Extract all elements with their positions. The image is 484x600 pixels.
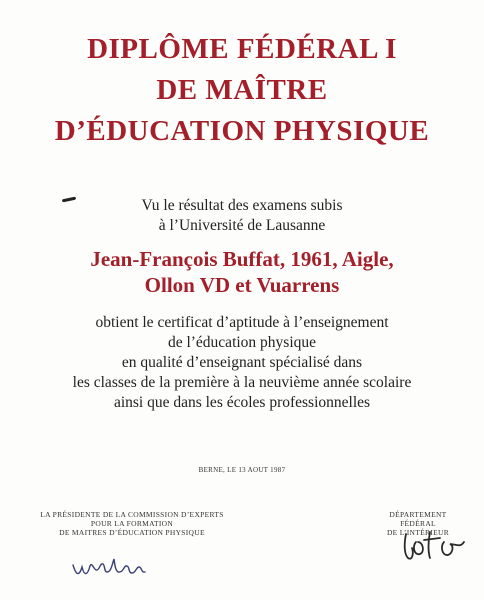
recipient-line-1: Jean-François Buffat, 1961, Aigle,	[90, 247, 394, 271]
place-and-date: BERNE, LE 13 AOUT 1987	[198, 466, 286, 474]
left-signatory-line-2: POUR LA FORMATION	[90, 519, 174, 528]
intro-line-1: Vu le résultat des examens subis	[141, 197, 343, 214]
diploma-title-line-3: D’ÉDUCATION PHYSIQUE	[54, 115, 430, 147]
statement-line-3: en qualité d’enseignant spécialisé dans	[121, 354, 363, 371]
left-signatory-line-1: LA PRÉSIDENTE DE LA COMMISSION D’EXPERTS	[40, 510, 224, 519]
recipient-line-2: Ollon VD et Vuarrens	[144, 273, 340, 297]
left-signatory-line-3: DE MAITRES D’ÉDUCATION PHYSIQUE	[59, 528, 205, 537]
right-signatory-line-1: DÉPARTEMENT	[389, 510, 447, 519]
statement-line-1: obtient le certificat d’aptitude à l’enseignement	[95, 314, 389, 331]
statement-line-5: ainsi que dans les écoles professionnelles	[113, 394, 371, 411]
statement-line-4: les classes de la première à la neuvième année scolaire	[72, 374, 412, 391]
right-signatory-line-3: DE L’INTÉRIEUR	[386, 528, 450, 537]
diploma-title-line-2: DE MAÎTRE	[156, 74, 328, 106]
signature-left	[70, 555, 150, 581]
intro-line-2: à l’Université de Lausanne	[158, 217, 326, 234]
right-signatory-line-2: FÉDÉRAL	[400, 519, 436, 528]
signature-right	[400, 528, 470, 566]
diploma-title-line-1: DIPLÔME FÉDÉRAL I	[87, 33, 397, 65]
statement-line-2: de l’éducation physique	[167, 334, 317, 351]
